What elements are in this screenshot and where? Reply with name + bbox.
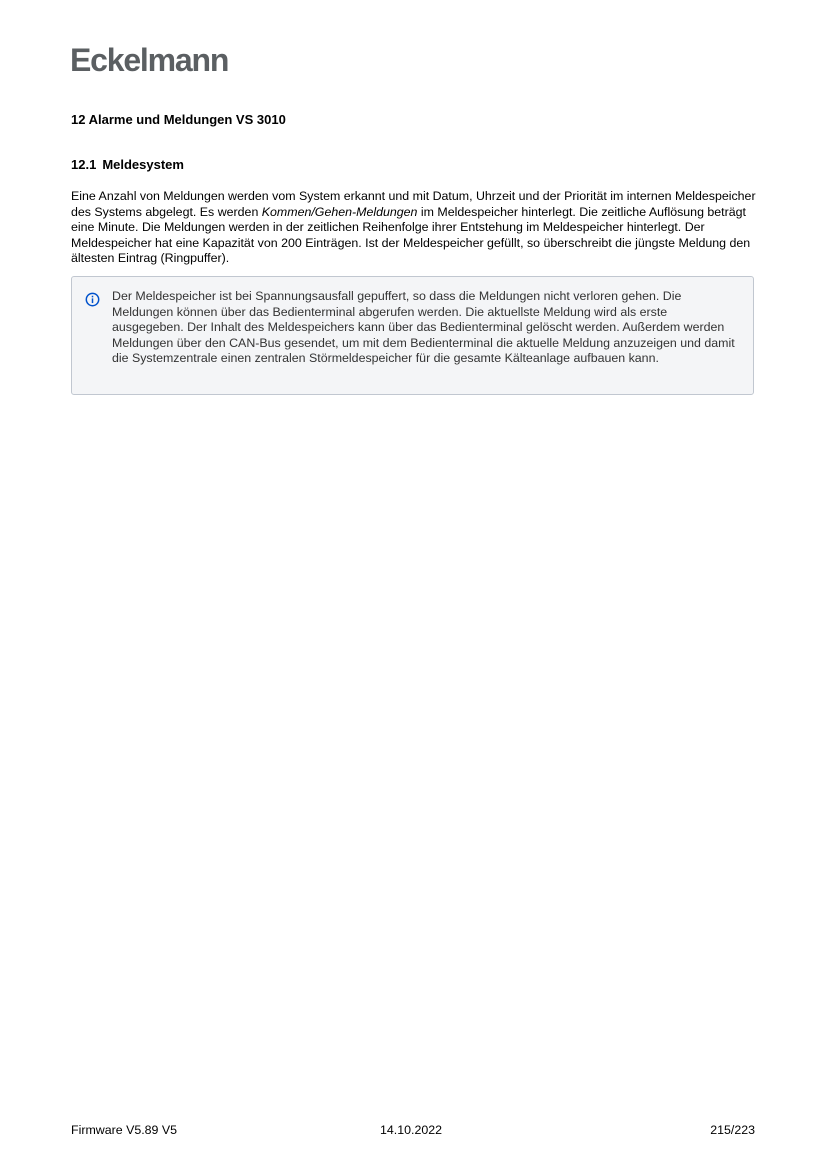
- info-panel: [71, 276, 754, 395]
- chapter-title: 12 Alarme und Meldungen VS 3010: [71, 112, 286, 127]
- info-icon: [85, 292, 100, 307]
- footer-date: 14.10.2022: [380, 1123, 443, 1137]
- section-title: [71, 157, 184, 173]
- footer-page-number: 215/223: [710, 1123, 755, 1137]
- footer-firmware-version: Firmware V5.89 V5: [71, 1123, 178, 1137]
- body-text-part1: Eine Anzahl von Meldungen werden vom System erkannt und mit Datum, Uhrzeit und der Priorität im internen Meldespeicher des Systems abgelegt. Es werden: [71, 189, 756, 219]
- info-text: Der Meldespeicher ist bei Spannungsausfall gepuffert, so dass die Meldungen nicht verloren gehen. Die Meldungen können über das Bedienterminal abgerufen werden. Die aktuellste Meldung wird als erste ausgegeben. Der Inhalt des Meldespeichers kann über das Bedienterminal gelöscht werden. Außerdem werden Meldungen über den CAN-Bus gesendet, um mit dem Bedienterminal die aktuelle Meldung anzuzeigen und damit die Systemzentrale einen zentralen Störmeldespeicher für die gesamte Kälteanlage aufbauen kann.: [112, 289, 735, 365]
- body-paragraph: [71, 189, 761, 267]
- section-title-text: Meldesystem: [102, 157, 184, 172]
- company-logo: Eckelmann: [70, 42, 229, 78]
- body-text-part2: im Meldespeicher hinterlegt. Die zeitliche Auflösung beträgt eine Minute. Die Meldungen werden in der zeitlichen Reihenfolge ihrer Entstehung im Meldespeicher hinterlegt. Der Meldespeicher hat eine Kapazität von 200 Einträgen. Ist der Meldespeicher gefüllt, so überschreibt die jüngste Meldung den ältesten Eintrag (Ringpuffer).: [71, 204, 751, 265]
- body-text-emphasis: Kommen/Gehen-Meldungen: [261, 204, 418, 219]
- section-number: 12.1: [71, 157, 97, 172]
